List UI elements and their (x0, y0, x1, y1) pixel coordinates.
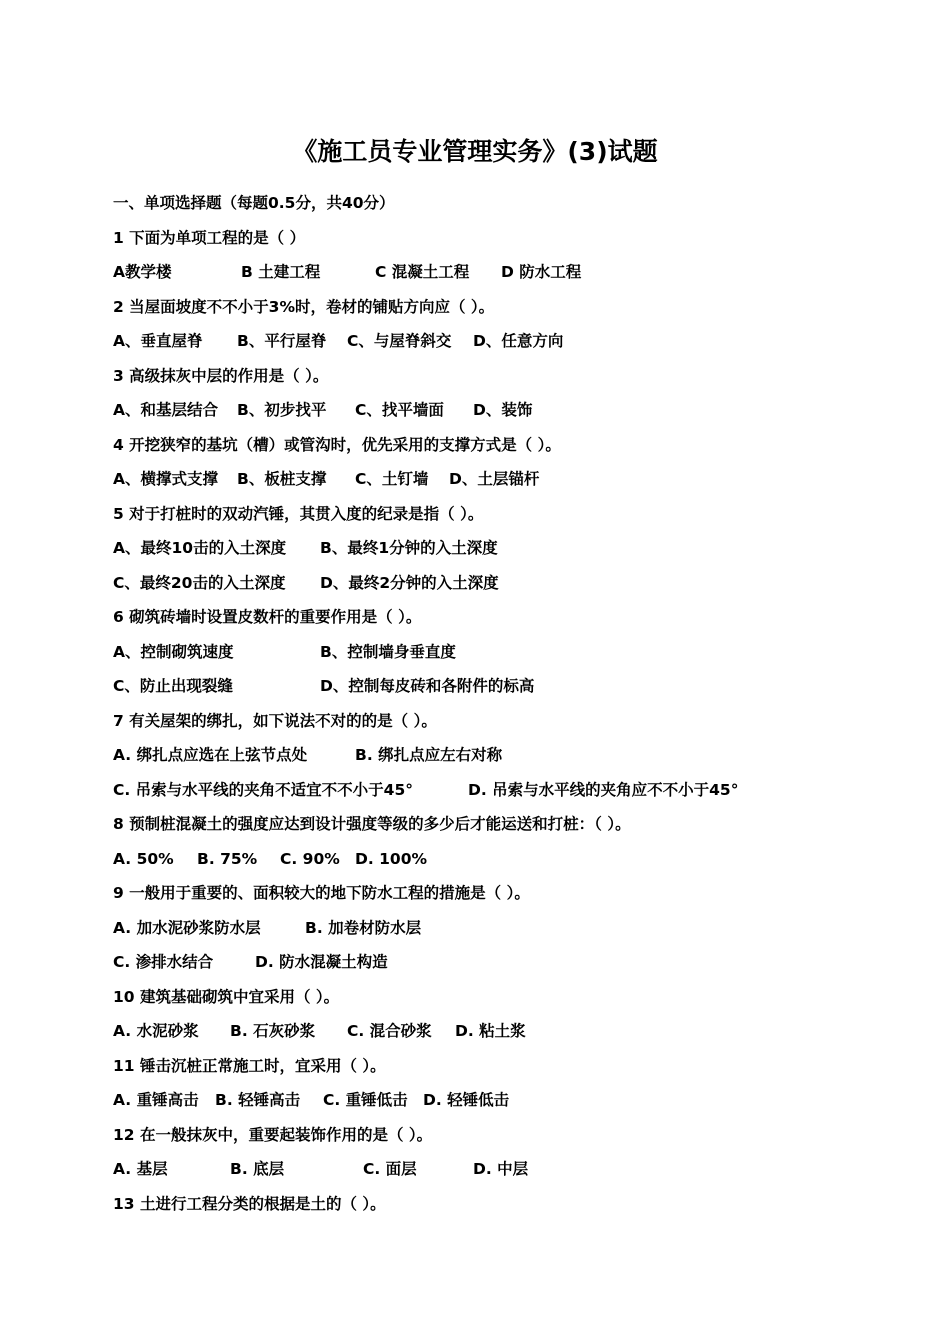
option: B、平行屋脊 (237, 332, 327, 350)
option: B、控制墙身垂直度 (320, 642, 456, 661)
question-stem: 11 锤击沉桩正常施工时，宜采用（ ）。 (113, 1056, 386, 1075)
option-row (113, 462, 933, 497)
question-stem: 3 高级抹灰中层的作用是（ ）。 (113, 366, 329, 385)
option: C 混凝土工程 (375, 263, 470, 281)
option: C、找平墙面 (355, 401, 444, 419)
option: A. 水泥砂浆 (113, 1022, 199, 1040)
option: B、板桩支撑 (237, 470, 327, 488)
option: C. 90% (280, 849, 340, 868)
option: A. 加水泥砂浆防水层 (113, 918, 261, 937)
option: A、垂直屋脊 (113, 332, 203, 350)
option-row (113, 945, 933, 980)
option: C、土钉墙 (355, 470, 429, 488)
page-title: 《施工员专业管理实务》(3)试题 (292, 137, 658, 166)
option: C. 渗排水结合 (113, 953, 214, 971)
option: C. 面层 (363, 1160, 417, 1178)
option-row (113, 393, 933, 428)
option: D、装饰 (473, 401, 533, 419)
option: C. 混合砂浆 (347, 1022, 432, 1040)
option: D、控制每皮砖和各附件的标高 (320, 677, 535, 695)
option: B. 石灰砂浆 (230, 1022, 316, 1040)
question-stem: 2 当屋面坡度不不小于3%时，卷材的铺贴方向应（ ）。 (113, 297, 495, 316)
option: A、横撑式支撑 (113, 470, 218, 488)
option: A. 50% (113, 849, 174, 868)
option: B. 加卷材防水层 (305, 918, 422, 937)
question-stem: 6 砌筑砖墙时设置皮数杆的重要作用是（ ）。 (113, 608, 422, 626)
option-row (113, 842, 933, 877)
option: D、最终2分钟的入土深度 (320, 573, 499, 592)
option-row (113, 911, 933, 946)
question-stem: 10 建筑基础砌筑中宜采用（ ）。 (113, 987, 340, 1006)
option-row (113, 324, 933, 359)
option: D. 中层 (473, 1160, 529, 1178)
option: A. 重锤高击 (113, 1091, 199, 1109)
option-row (113, 773, 933, 808)
option-row (113, 1083, 933, 1118)
option-row (113, 635, 933, 670)
question-stem: 8 预制桩混凝土的强度应达到设计强度等级的多少后才能运送和打桩：（ ）。 (113, 815, 631, 833)
question-stem: 1 下面为单项工程的是（ ） (113, 228, 306, 247)
option: A、最终10击的入土深度 (113, 539, 287, 557)
option: C、防止出现裂缝 (113, 677, 233, 695)
option: C、与屋脊斜交 (347, 332, 452, 350)
option: A. 绑扎点应选在上弦节点处 (113, 746, 308, 764)
option: B. 绑扎点应左右对称 (355, 746, 503, 764)
question-list (113, 186, 933, 1221)
section-heading: 一、单项选择题（每题0.5分，共40分） (113, 194, 395, 212)
option: B. 75% (197, 849, 258, 868)
option-row (113, 531, 933, 566)
option: B、最终1分钟的入土深度 (320, 539, 498, 557)
option: A、和基层结合 (113, 401, 218, 419)
option: C、最终20击的入土深度 (113, 573, 286, 592)
option: C. 重锤低击 (323, 1091, 408, 1109)
question-stem: 9 一般用于重要的、面积较大的地下防水工程的措施是（ ）。 (113, 884, 530, 902)
option: D 防水工程 (501, 263, 582, 281)
option: D. 100% (355, 849, 428, 868)
option: A、控制砌筑速度 (113, 642, 234, 661)
option: D. 轻锤低击 (423, 1091, 510, 1109)
option: C. 吊索与水平线的夹角不适宜不不小于45° (113, 780, 413, 799)
option: B. 轻锤高击 (215, 1091, 301, 1109)
question-stem: 12 在一般抹灰中，重要起装饰作用的是（ ）。 (113, 1125, 433, 1144)
option: D. 吊索与水平线的夹角应不不小于45° (468, 780, 739, 799)
option: B、初步找平 (237, 401, 327, 419)
option-row (113, 1014, 933, 1049)
question-stem: 13 土进行工程分类的根据是土的（ ）。 (113, 1194, 386, 1213)
option: D、土层锚杆 (449, 470, 540, 488)
option: D. 粘土浆 (455, 1022, 526, 1040)
option-row (113, 1152, 933, 1187)
option: B 土建工程 (241, 263, 321, 281)
option: D. 防水混凝土构造 (255, 953, 388, 971)
option: D、任意方向 (473, 332, 564, 350)
option: B. 底层 (230, 1160, 285, 1178)
question-stem: 4 开挖狭窄的基坑（槽）或管沟时，优先采用的支撑方式是（ ）。 (113, 435, 561, 454)
option-row (113, 738, 933, 773)
question-stem: 7 有关屋架的绑扎，如下说法不对的的是（ ）。 (113, 711, 437, 730)
option-row (113, 669, 933, 704)
option: A教学楼 (113, 263, 172, 281)
option-row (113, 255, 933, 290)
question-stem: 5 对于打桩时的双动汽锤，其贯入度的纪录是指（ ）。 (113, 504, 484, 523)
option-row (113, 566, 933, 601)
option: A. 基层 (113, 1160, 168, 1178)
